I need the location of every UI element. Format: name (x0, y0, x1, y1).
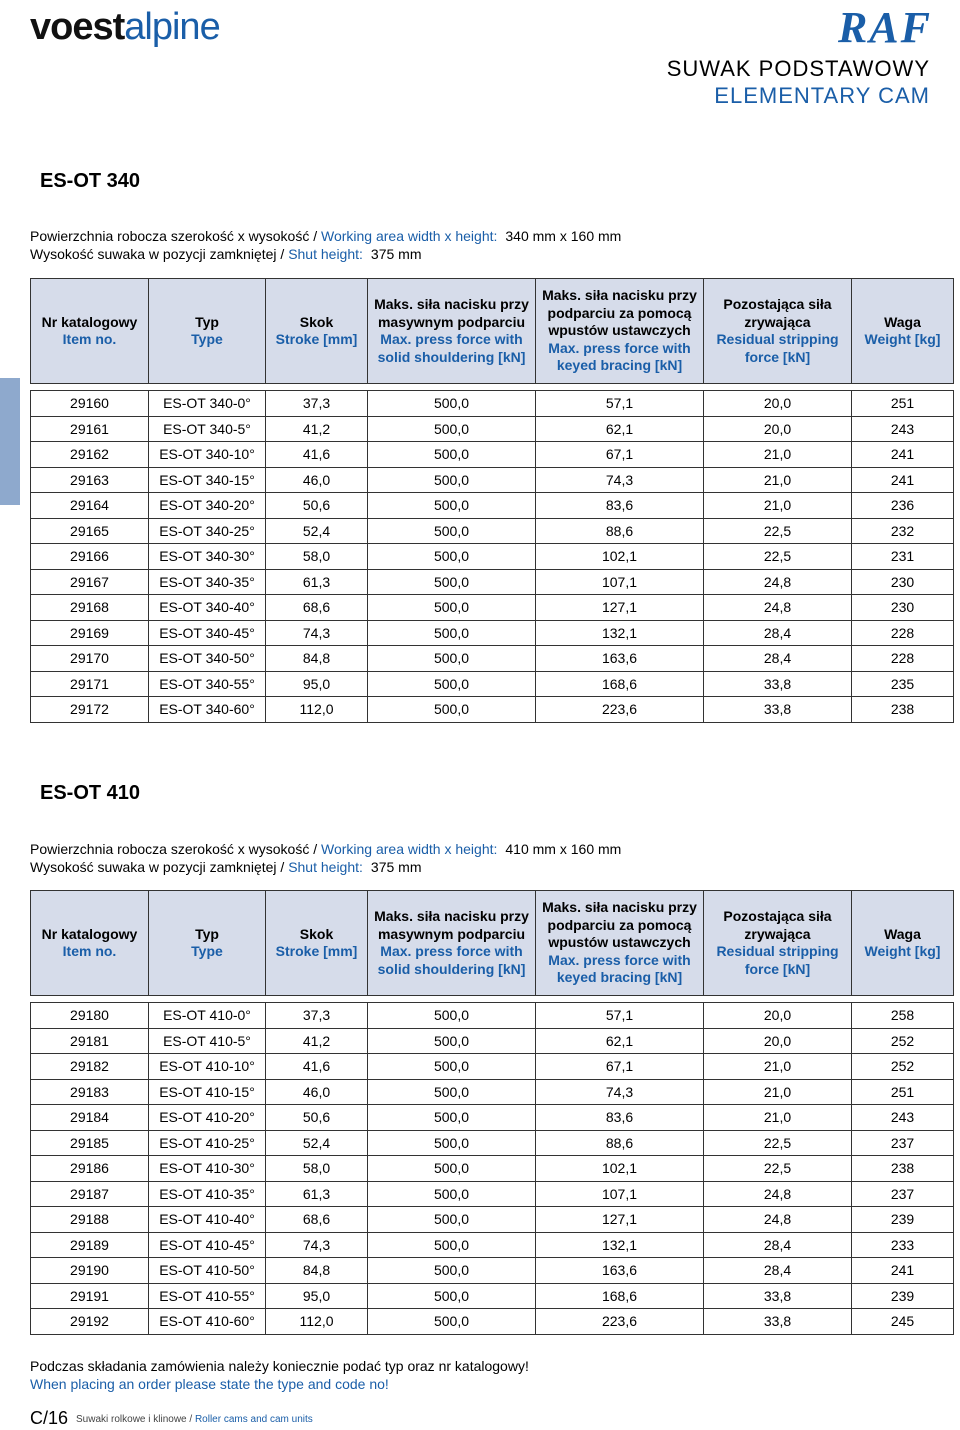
table-row (31, 1232, 954, 1258)
table-cell: 500,0 (368, 467, 536, 493)
table-body (31, 384, 954, 723)
logo-light-text: alpine (124, 6, 220, 48)
table-cell: 29186 (31, 1156, 149, 1182)
table-cell: 41,2 (266, 1028, 368, 1054)
table-cell: 74,3 (536, 467, 704, 493)
table-cell: ES-OT 340-45° (149, 620, 266, 646)
table-cell: ES-OT 410-15° (149, 1079, 266, 1105)
table-cell: 29187 (31, 1181, 149, 1207)
table-row (31, 1028, 954, 1054)
raf-logo: RAF (837, 3, 932, 52)
table-cell: 28,4 (704, 1232, 852, 1258)
table-cell: 237 (852, 1130, 954, 1156)
area-label-en: Working area width x height: (321, 228, 498, 244)
table-row (31, 1156, 954, 1182)
table-cell: ES-OT 340-10° (149, 442, 266, 468)
table-cell: 29165 (31, 518, 149, 544)
table-cell: 29188 (31, 1207, 149, 1233)
table-cell: ES-OT 340-35° (149, 569, 266, 595)
table-cell: 228 (852, 620, 954, 646)
table-cell: 50,6 (266, 493, 368, 519)
col-residual-stripping: Pozostająca siła zrywająca Residual stripping force [kN] (704, 279, 852, 384)
table-cell: 132,1 (536, 1232, 704, 1258)
header-spacer-row (31, 996, 954, 1003)
table-cell: 500,0 (368, 1181, 536, 1207)
table-cell: 22,5 (704, 544, 852, 570)
table-cell: ES-OT 340-40° (149, 595, 266, 621)
page-caption (76, 1414, 313, 1425)
col-max-press-solid: Maks. siła nacisku przy masywnym podparciu Max. press force with solid shouldering [kN] (368, 279, 536, 384)
page-number: C/16 (30, 1408, 69, 1428)
table-cell: 500,0 (368, 697, 536, 723)
table-cell: 163,6 (536, 1258, 704, 1284)
table-cell: ES-OT 410-20° (149, 1105, 266, 1131)
table-cell: 127,1 (536, 595, 704, 621)
table-row (31, 671, 954, 697)
order-note-pl: Podczas składania zamówienia należy koniecznie podać typ oraz nr katalogowy! (30, 1358, 529, 1374)
table-cell: 500,0 (368, 1156, 536, 1182)
table-cell: 500,0 (368, 518, 536, 544)
table-cell: 233 (852, 1232, 954, 1258)
table-cell: 132,1 (536, 620, 704, 646)
table-cell: ES-OT 410-10° (149, 1054, 266, 1080)
table-cell: 235 (852, 671, 954, 697)
table-cell: ES-OT 340-5° (149, 416, 266, 442)
table-cell: 228 (852, 646, 954, 672)
table-cell: 88,6 (536, 518, 704, 544)
table-cell: 95,0 (266, 671, 368, 697)
table-cell: 107,1 (536, 569, 704, 595)
table-cell: 29182 (31, 1054, 149, 1080)
table-cell: 74,3 (266, 620, 368, 646)
spec-table (30, 278, 954, 723)
col-max-press-solid: Maks. siła nacisku przy masywnym podparciu Max. press force with solid shouldering [kN] (368, 891, 536, 996)
table-cell: 500,0 (368, 1283, 536, 1309)
page-title-pl: SUWAK PODSTAWOWY (666, 56, 930, 81)
table-cell: 24,8 (704, 1181, 852, 1207)
area-label-en: Working area width x height: (321, 841, 498, 857)
table-cell: 21,0 (704, 1105, 852, 1131)
table-cell: 33,8 (704, 671, 852, 697)
caption-en: Roller cams and cam units (194, 1414, 313, 1425)
table-cell: 500,0 (368, 1232, 536, 1258)
table-cell: 29172 (31, 697, 149, 723)
table-cell: 500,0 (368, 442, 536, 468)
table-cell: 127,1 (536, 1207, 704, 1233)
table-cell: 46,0 (266, 467, 368, 493)
table-cell: 500,0 (368, 493, 536, 519)
table-row (31, 493, 954, 519)
table-cell: 33,8 (704, 1283, 852, 1309)
table-cell: 84,8 (266, 646, 368, 672)
table-cell: 28,4 (704, 646, 852, 672)
table-cell: 61,3 (266, 1181, 368, 1207)
table-cell: 500,0 (368, 1105, 536, 1131)
page-title-en: ELEMENTARY CAM (714, 83, 930, 108)
table-cell: 67,1 (536, 442, 704, 468)
table-cell: ES-OT 410-25° (149, 1130, 266, 1156)
table-cell: 500,0 (368, 1003, 536, 1029)
table-cell: 29180 (31, 1003, 149, 1029)
table-cell: 29191 (31, 1283, 149, 1309)
working-area-line (30, 227, 621, 245)
table-row (31, 1003, 954, 1029)
table-cell: 57,1 (536, 1003, 704, 1029)
table-cell: 238 (852, 1156, 954, 1182)
shut-label-en: Shut height: (288, 859, 363, 875)
table-cell: 29181 (31, 1028, 149, 1054)
table-cell: ES-OT 340-0° (149, 391, 266, 417)
table-cell: 500,0 (368, 646, 536, 672)
table-cell: 102,1 (536, 544, 704, 570)
table-row (31, 416, 954, 442)
table-cell: ES-OT 410-40° (149, 1207, 266, 1233)
table-row (31, 1309, 954, 1335)
table-cell: 500,0 (368, 1258, 536, 1284)
table-cell: 500,0 (368, 595, 536, 621)
col-weight: Waga Weight [kg] (852, 891, 954, 996)
table-cell: 500,0 (368, 1028, 536, 1054)
table-cell: 241 (852, 442, 954, 468)
table-row (31, 1207, 954, 1233)
table-cell: 29192 (31, 1309, 149, 1335)
table-cell: 102,1 (536, 1156, 704, 1182)
table-cell: 258 (852, 1003, 954, 1029)
table-cell: 37,3 (266, 1003, 368, 1029)
table-cell: 245 (852, 1309, 954, 1335)
table-cell: 68,6 (266, 1207, 368, 1233)
table-cell: 33,8 (704, 697, 852, 723)
table-row (31, 569, 954, 595)
table-cell: 500,0 (368, 391, 536, 417)
table-cell: ES-OT 410-5° (149, 1028, 266, 1054)
area-value: 410 mm x 160 mm (505, 841, 622, 857)
table-cell: 22,5 (704, 1156, 852, 1182)
shut-value: 375 mm (370, 859, 422, 875)
table-cell: 252 (852, 1054, 954, 1080)
shut-height-line (30, 858, 422, 876)
table-cell: 29184 (31, 1105, 149, 1131)
table-cell: 168,6 (536, 671, 704, 697)
table-row (31, 1181, 954, 1207)
table-cell: 500,0 (368, 416, 536, 442)
table-cell: ES-OT 410-35° (149, 1181, 266, 1207)
table-cell: 500,0 (368, 569, 536, 595)
table-cell: 251 (852, 391, 954, 417)
table-cell: 239 (852, 1207, 954, 1233)
table-cell: 21,0 (704, 1079, 852, 1105)
table-cell: 33,8 (704, 1309, 852, 1335)
table-cell: 95,0 (266, 1283, 368, 1309)
col-item-no: Nr katalogowy Item no. (31, 891, 149, 996)
table-cell: 28,4 (704, 620, 852, 646)
table-cell: 68,6 (266, 595, 368, 621)
spacer-cell (31, 996, 954, 1003)
table-cell: 223,6 (536, 1309, 704, 1335)
table-cell: 41,2 (266, 416, 368, 442)
col-stroke: Skok Stroke [mm] (266, 891, 368, 996)
table-row (31, 1105, 954, 1131)
table-row (31, 595, 954, 621)
table-cell: 46,0 (266, 1079, 368, 1105)
table-cell: ES-OT 410-50° (149, 1258, 266, 1284)
col-type: Typ Type (149, 279, 266, 384)
section-title: ES-OT 410 (40, 782, 141, 804)
area-value: 340 mm x 160 mm (505, 228, 622, 244)
table-cell: ES-OT 410-30° (149, 1156, 266, 1182)
table-cell: 21,0 (704, 493, 852, 519)
shut-label-en: Shut height: (288, 246, 363, 262)
table-cell: 29171 (31, 671, 149, 697)
table-cell: 52,4 (266, 1130, 368, 1156)
table-row (31, 544, 954, 570)
table-header-row (31, 279, 954, 384)
table-cell: 41,6 (266, 1054, 368, 1080)
table-cell: 252 (852, 1028, 954, 1054)
table-cell: 237 (852, 1181, 954, 1207)
table-row (31, 697, 954, 723)
table-cell: 163,6 (536, 646, 704, 672)
col-type: Typ Type (149, 891, 266, 996)
table-cell: ES-OT 340-60° (149, 697, 266, 723)
table-cell: 112,0 (266, 1309, 368, 1335)
table-cell: 41,6 (266, 442, 368, 468)
area-label-pl: Powierzchnia robocza szerokość x wysokość / (30, 228, 321, 244)
table-cell: 251 (852, 1079, 954, 1105)
table-cell: 500,0 (368, 671, 536, 697)
table-cell: 230 (852, 569, 954, 595)
table-cell: 83,6 (536, 493, 704, 519)
table-cell: 29160 (31, 391, 149, 417)
table-cell: 29167 (31, 569, 149, 595)
table-cell: 500,0 (368, 1207, 536, 1233)
section-title: ES-OT 340 (40, 170, 141, 192)
voestalpine-logo (30, 6, 220, 49)
table-cell: 29183 (31, 1079, 149, 1105)
table-cell: 243 (852, 1105, 954, 1131)
table-row (31, 467, 954, 493)
shut-label-pl: Wysokość suwaka w pozycji zamkniętej / (30, 246, 289, 262)
col-max-press-keyed: Maks. siła nacisku przy podparciu za pomocą wpustów ustawczych Max. press force with keyed bracing [kN] (536, 279, 704, 384)
table-cell: 22,5 (704, 518, 852, 544)
table-body (31, 996, 954, 1335)
table-row (31, 1283, 954, 1309)
shut-label-pl: Wysokość suwaka w pozycji zamkniętej / (30, 859, 289, 875)
table-cell: 29169 (31, 620, 149, 646)
table-cell: 238 (852, 697, 954, 723)
col-residual-stripping: Pozostająca siła zrywająca Residual stripping force [kN] (704, 891, 852, 996)
logo-strong-text: voest (30, 6, 125, 48)
table-cell: 50,6 (266, 1105, 368, 1131)
table-cell: 52,4 (266, 518, 368, 544)
col-max-press-keyed: Maks. siła nacisku przy podparciu za pomocą wpustów ustawczych Max. press force with keyed bracing [kN] (536, 891, 704, 996)
table-cell: 20,0 (704, 1003, 852, 1029)
table-row (31, 391, 954, 417)
table-row (31, 1079, 954, 1105)
table-cell: ES-OT 340-50° (149, 646, 266, 672)
col-stroke: Skok Stroke [mm] (266, 279, 368, 384)
table-cell: 20,0 (704, 1028, 852, 1054)
table-cell: 62,1 (536, 1028, 704, 1054)
table-cell: 29170 (31, 646, 149, 672)
col-weight: Waga Weight [kg] (852, 279, 954, 384)
table-cell: 22,5 (704, 1130, 852, 1156)
table-cell: 24,8 (704, 1207, 852, 1233)
table-cell: 21,0 (704, 467, 852, 493)
table-header-row (31, 891, 954, 996)
table-cell: ES-OT 340-20° (149, 493, 266, 519)
spacer-cell (31, 384, 954, 391)
table-cell: 58,0 (266, 1156, 368, 1182)
table-cell: 83,6 (536, 1105, 704, 1131)
table-row (31, 1130, 954, 1156)
table-cell: ES-OT 410-60° (149, 1309, 266, 1335)
table-cell: ES-OT 340-55° (149, 671, 266, 697)
table-cell: 241 (852, 467, 954, 493)
side-tab-marker (0, 378, 20, 505)
table-row (31, 1258, 954, 1284)
table-cell: 61,3 (266, 569, 368, 595)
table-cell: 29163 (31, 467, 149, 493)
header-spacer-row (31, 384, 954, 391)
table-cell: 37,3 (266, 391, 368, 417)
table-cell: 29166 (31, 544, 149, 570)
table-cell: 57,1 (536, 391, 704, 417)
table-cell: 223,6 (536, 697, 704, 723)
table-cell: 29168 (31, 595, 149, 621)
table-cell: ES-OT 410-55° (149, 1283, 266, 1309)
table-cell: 241 (852, 1258, 954, 1284)
table-cell: 29161 (31, 416, 149, 442)
table-cell: 58,0 (266, 544, 368, 570)
table-cell: 230 (852, 595, 954, 621)
table-cell: 500,0 (368, 544, 536, 570)
table-cell: 231 (852, 544, 954, 570)
table-cell: 236 (852, 493, 954, 519)
table-cell: 107,1 (536, 1181, 704, 1207)
table-cell: 67,1 (536, 1054, 704, 1080)
table-row (31, 518, 954, 544)
table-cell: 84,8 (266, 1258, 368, 1284)
table-cell: 232 (852, 518, 954, 544)
table-cell: 500,0 (368, 1079, 536, 1105)
col-item-no: Nr katalogowy Item no. (31, 279, 149, 384)
order-note-en: When placing an order please state the type and code no! (30, 1376, 389, 1392)
table-cell: 500,0 (368, 620, 536, 646)
table-cell: 62,1 (536, 416, 704, 442)
table-cell: 500,0 (368, 1054, 536, 1080)
area-label-pl: Powierzchnia robocza szerokość x wysokość / (30, 841, 321, 857)
table-row (31, 442, 954, 468)
table-cell: 88,6 (536, 1130, 704, 1156)
caption-pl: Suwaki rolkowe i klinowe / (76, 1414, 195, 1425)
table-cell: 20,0 (704, 416, 852, 442)
table-row (31, 620, 954, 646)
working-area-line (30, 840, 621, 858)
table-cell: 74,3 (266, 1232, 368, 1258)
table-cell: 21,0 (704, 1054, 852, 1080)
table-cell: 29164 (31, 493, 149, 519)
table-cell: 74,3 (536, 1079, 704, 1105)
table-cell: 500,0 (368, 1309, 536, 1335)
table-cell: 28,4 (704, 1258, 852, 1284)
table-cell: ES-OT 340-15° (149, 467, 266, 493)
table-cell: ES-OT 410-0° (149, 1003, 266, 1029)
table-cell: 239 (852, 1283, 954, 1309)
table-cell: ES-OT 340-25° (149, 518, 266, 544)
table-row (31, 646, 954, 672)
table-cell: 500,0 (368, 1130, 536, 1156)
table-cell: 112,0 (266, 697, 368, 723)
table-cell: 21,0 (704, 442, 852, 468)
spec-table (30, 890, 954, 1335)
table-row (31, 1054, 954, 1080)
table-cell: 24,8 (704, 569, 852, 595)
shut-height-line (30, 245, 422, 263)
table-cell: ES-OT 410-45° (149, 1232, 266, 1258)
table-cell: 29185 (31, 1130, 149, 1156)
table-cell: 29189 (31, 1232, 149, 1258)
table-cell: 243 (852, 416, 954, 442)
table-cell: 29162 (31, 442, 149, 468)
table-cell: 29190 (31, 1258, 149, 1284)
table-cell: 20,0 (704, 391, 852, 417)
table-cell: 168,6 (536, 1283, 704, 1309)
shut-value: 375 mm (370, 246, 422, 262)
table-cell: ES-OT 340-30° (149, 544, 266, 570)
table-cell: 24,8 (704, 595, 852, 621)
